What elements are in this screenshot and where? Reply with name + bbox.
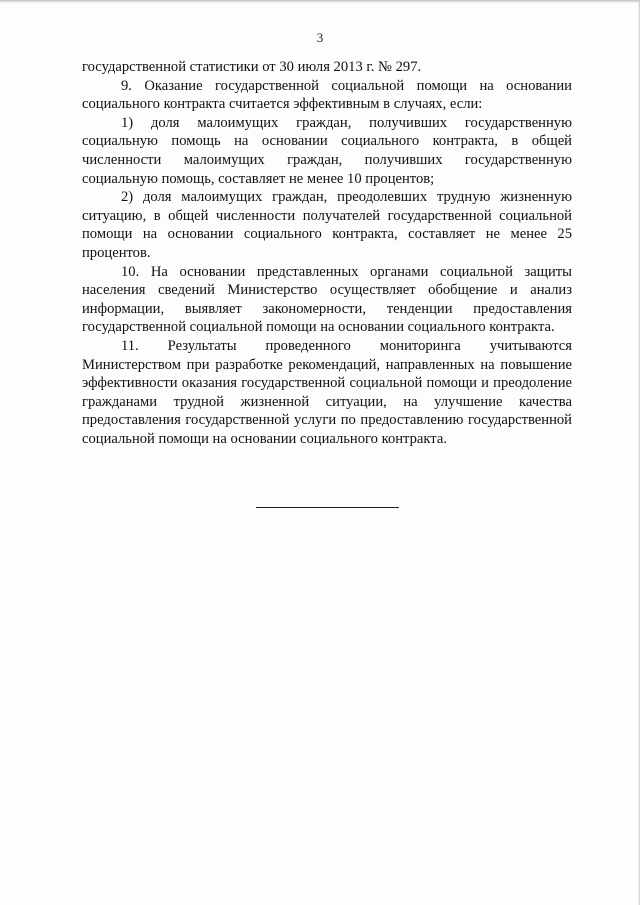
page-number: 3 bbox=[316, 30, 324, 45]
paragraph-subitem-1: 1) доля малоимущих граждан, получивших государственную социальную помощь на основании социального контракта, в общей численности малоимущих граждан, получивших государственную социальную помощь, составляет не менее 10 процентов; bbox=[82, 114, 572, 187]
paragraph-item-9: 9. Оказание государственной социальной помощи на основании социального контракта считается эффективным в случаях, если: bbox=[82, 77, 572, 113]
paragraph-item-11: 11. Результаты проведенного мониторинга учитываются Министерством при разработке рекомендаций, направленных на повышение эффективности оказания государственной социальной помощи и преодоление гражданами трудной жизненной ситуации, на улучшение качества предоставления государственной услуги по предоставлению государственной социальной помощи на основании социального контракта. bbox=[82, 337, 572, 447]
document-body bbox=[82, 58, 572, 448]
end-divider-line bbox=[256, 507, 399, 508]
paragraph-item-10: 10. На основании представленных органами социальной защиты населения сведений Министерство осуществляет обобщение и анализ информации, выявляет закономерности, тенденции предоставления государственной социальной помощи на основании социального контракта. bbox=[82, 263, 572, 336]
paragraph-continuation: государственной статистики от 30 июля 2013 г. № 297. bbox=[82, 59, 422, 75]
paragraph-subitem-2: 2) доля малоимущих граждан, преодолевших трудную жизненную ситуацию, в общей численности получателей государственной социальной помощи на основании социального контракта, составляет не менее 25 процентов. bbox=[82, 189, 572, 261]
scan-edge-top bbox=[0, 0, 640, 3]
